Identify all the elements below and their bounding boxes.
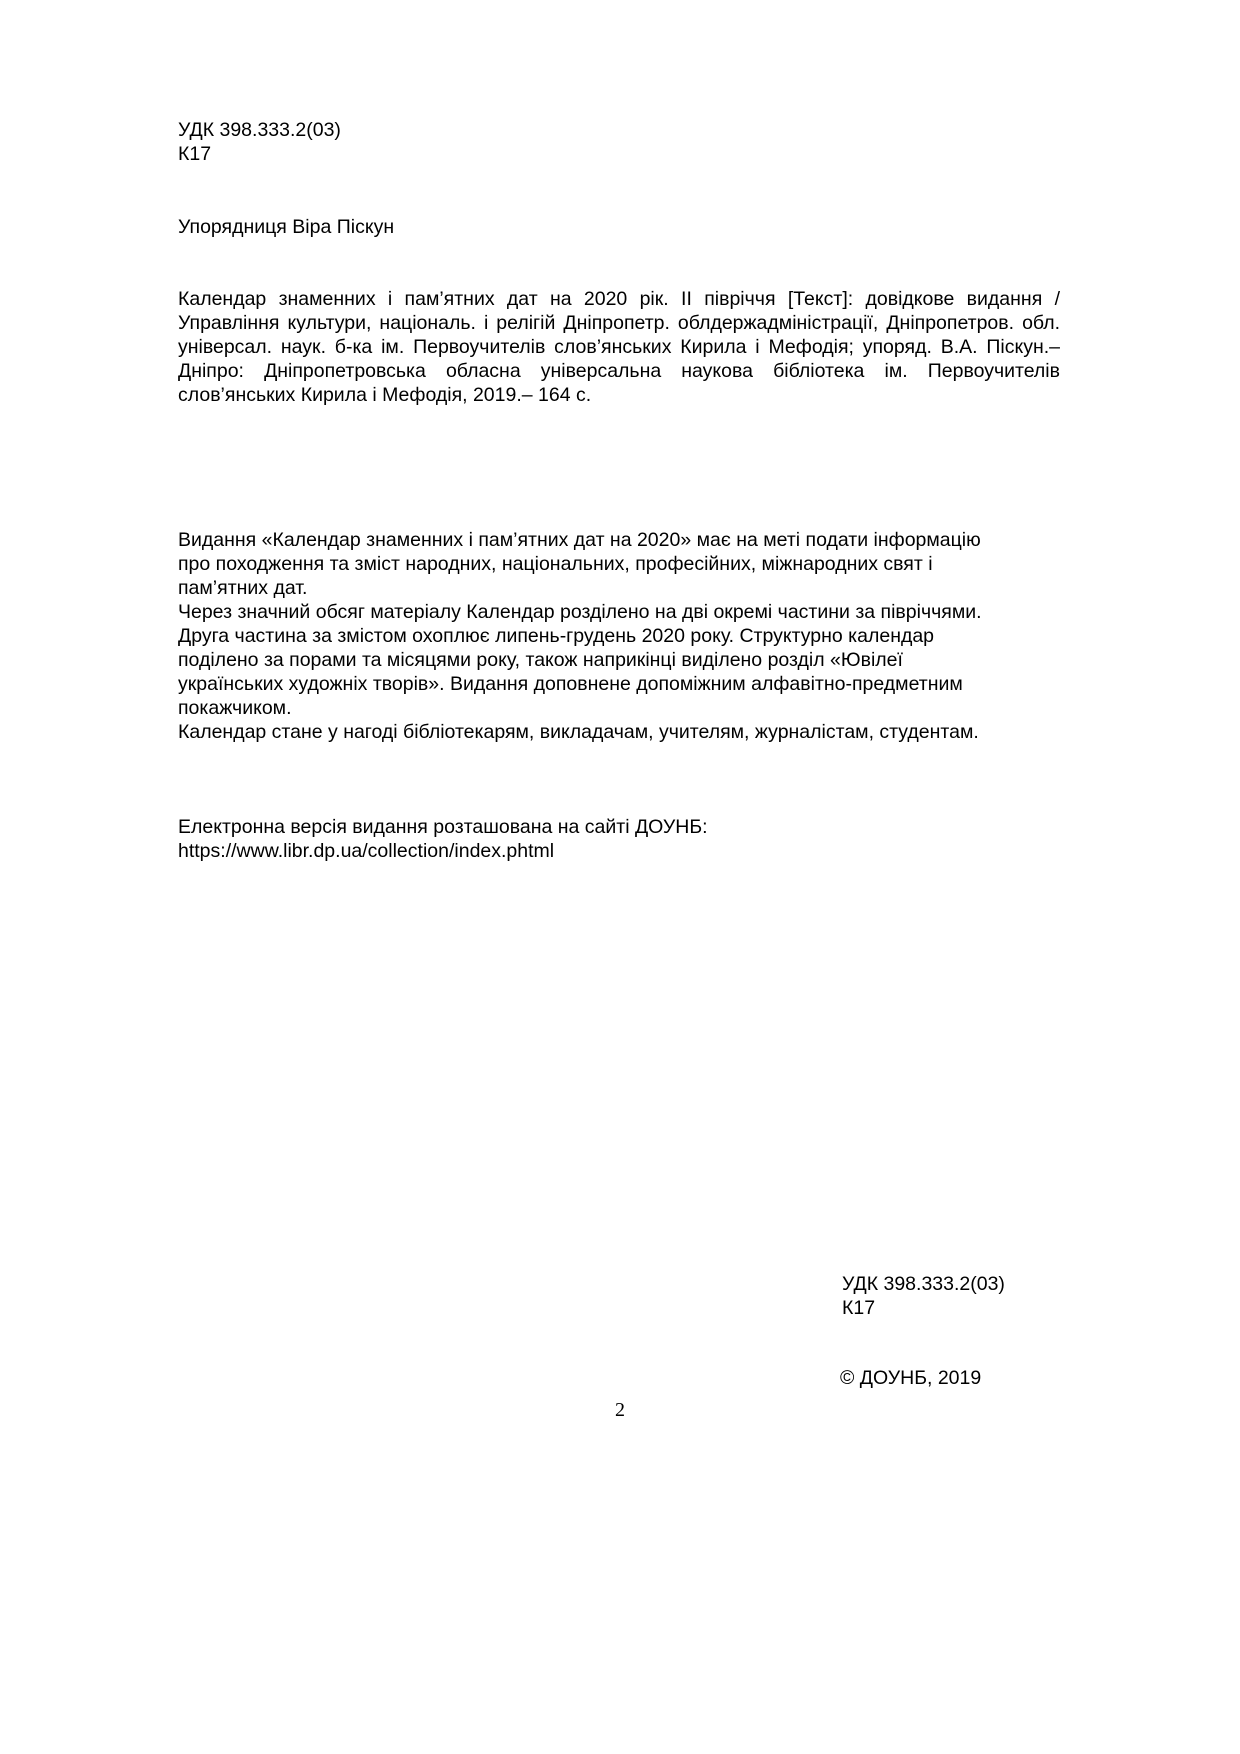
- annotation-line: українських художніх творів». Видання доповнене допоміжним алфавітно-предметним: [178, 673, 963, 695]
- annotation-line: покажчиком.: [178, 697, 292, 719]
- annotation-line: поділено за порами та місяцями року, також наприкінці виділено розділ «Ювілеї: [178, 649, 903, 671]
- copyright-notice: © ДОУНБ, 2019: [840, 1367, 982, 1389]
- annotation-line: Друга частина за змістом охоплює липень-грудень 2020 року. Структурно календар: [178, 625, 935, 647]
- electronic-version-note: [178, 815, 708, 863]
- bibliographic-record: Календар знаменних і пам’ятних дат на 2020 рік. ІІ півріччя [Текст]: довідкове видання / Управління культури, національ. і релігій Дніпропетр. облдержадміністрації, Дніпропетров. обл. універсал. наук. б-ка ім. Первоучителів слов’янських Кирила і Мефодія; упоряд. В.А. Піскун.– Дніпро: Дніпропетровська обласна універсальна наукова бібліотека ім. Первоучителів слов’янських Кирила і Мефодія, 2019.– 164 с.: [178, 288, 1060, 406]
- electronic-version-url[interactable]: https://www.libr.dp.ua/collection/index.phtml: [178, 840, 555, 862]
- author-sign-code: К17: [842, 1297, 876, 1319]
- author-sign-code: К17: [178, 143, 212, 165]
- compiler-line: Упорядниця Віра Піскун: [178, 216, 395, 238]
- udk-classification: УДК 398.333.2(03): [178, 119, 341, 141]
- annotation-line: пам’ятних дат.: [178, 577, 308, 599]
- annotation-line: Через значний обсяг матеріалу Календар розділено на дві окремі частини за півріччями.: [178, 601, 982, 623]
- udk-block-top: [178, 118, 341, 166]
- page-number: 2: [615, 1399, 625, 1421]
- annotation-paragraph: [178, 720, 1078, 744]
- udk-classification: УДК 398.333.2(03): [842, 1273, 1005, 1295]
- annotation: [178, 528, 1078, 744]
- annotation-paragraph: [178, 624, 1078, 720]
- udk-block-bottom: [842, 1272, 1005, 1320]
- annotation-paragraph: [178, 528, 1078, 600]
- annotation-line: Календар стане у нагоді бібліотекарям, викладачам, учителям, журналістам, студентам.: [178, 721, 979, 743]
- electronic-version-label: Електронна версія видання розташована на сайті ДОУНБ:: [178, 816, 708, 838]
- annotation-line: про походження та зміст народних, національних, професійних, міжнародних свят і: [178, 553, 933, 575]
- annotation-paragraph: [178, 600, 1078, 624]
- annotation-line: Видання «Календар знаменних і пам’ятних дат на 2020» має на меті подати інформацію: [178, 529, 981, 551]
